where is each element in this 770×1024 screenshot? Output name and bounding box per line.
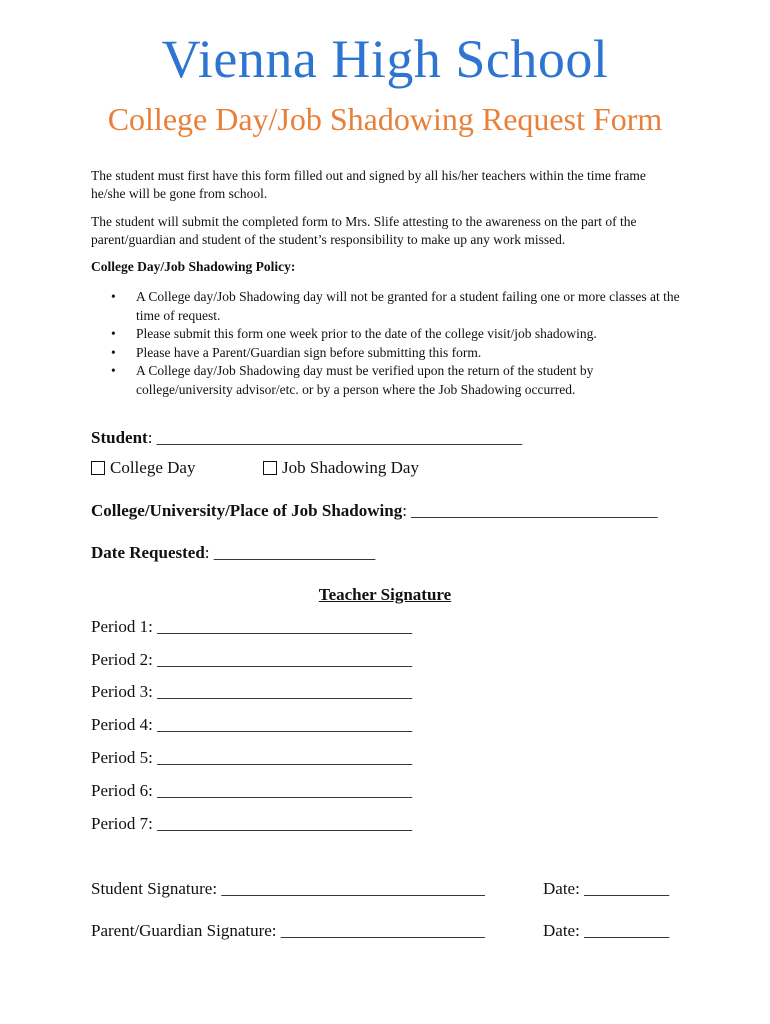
policy-heading: College Day/Job Shadowing Policy: [91,259,296,274]
period-6-signature[interactable]: Period 6: ______________________________ [91,781,413,800]
job-shadowing-option[interactable] [263,457,419,479]
date-requested-label: Date Requested [91,543,205,562]
period-7-signature[interactable]: Period 7: ______________________________ [91,814,413,833]
college-day-option[interactable] [91,457,195,479]
place-field[interactable] [91,500,658,522]
place-line[interactable]: : _____________________________ [402,501,658,520]
college-day-checkbox[interactable] [91,461,105,475]
school-title: Vienna High School [161,29,609,89]
period-1-signature[interactable]: Period 1: ______________________________ [91,617,413,636]
intro-paragraph-1: The student must first have this form filled out and signed by all his/her teachers within the time frame he/she will be gone from school. [91,168,646,201]
date-requested-line[interactable]: : ___________________ [204,543,376,562]
student-label: Student [91,428,148,447]
policy-list [91,288,691,399]
form-subtitle: College Day/Job Shadowing Request Form [107,101,663,137]
teacher-signature-heading: Teacher Signature [318,585,452,604]
policy-item: • Please submit this form one week prior to the date of the college visit/job shadowing. [91,325,691,344]
policy-item: • A College day/Job Shadowing day will not be granted for a student failing one or more classes at the time of request. [91,288,691,325]
date-requested-field[interactable] [91,542,375,564]
student-name-field[interactable] [91,427,522,449]
period-4-signature[interactable]: Period 4: ______________________________ [91,715,413,734]
student-signature-line[interactable]: Student Signature: _______________________________ [91,879,485,898]
student-name-line[interactable]: : ___________________________________________ [147,428,523,447]
policy-item: • Please have a Parent/Guardian sign before submitting this form. [91,344,691,363]
parent-signature-line[interactable]: Parent/Guardian Signature: ________________________ [91,921,485,940]
student-signature-date[interactable]: Date: __________ [543,879,670,898]
place-label: College/University/Place of Job Shadowing [91,501,403,520]
job-shadowing-label: Job Shadowing Day [282,458,419,477]
job-shadowing-checkbox[interactable] [263,461,277,475]
period-3-signature[interactable]: Period 3: ______________________________ [91,682,413,701]
period-5-signature[interactable]: Period 5: ______________________________ [91,748,413,767]
period-2-signature[interactable]: Period 2: ______________________________ [91,650,413,669]
college-day-label: College Day [110,458,196,477]
intro-paragraph-2: The student will submit the completed form to Mrs. Slife attesting to the awareness on the part of the parent/guardian and student of the student’s responsibility to make up any work missed. [91,214,637,247]
parent-signature-date[interactable]: Date: __________ [543,921,670,940]
policy-item: • A College day/Job Shadowing day must be verified upon the return of the student by college/university advisor/etc. or by a person where the Job Shadowing occurred. [91,362,691,399]
